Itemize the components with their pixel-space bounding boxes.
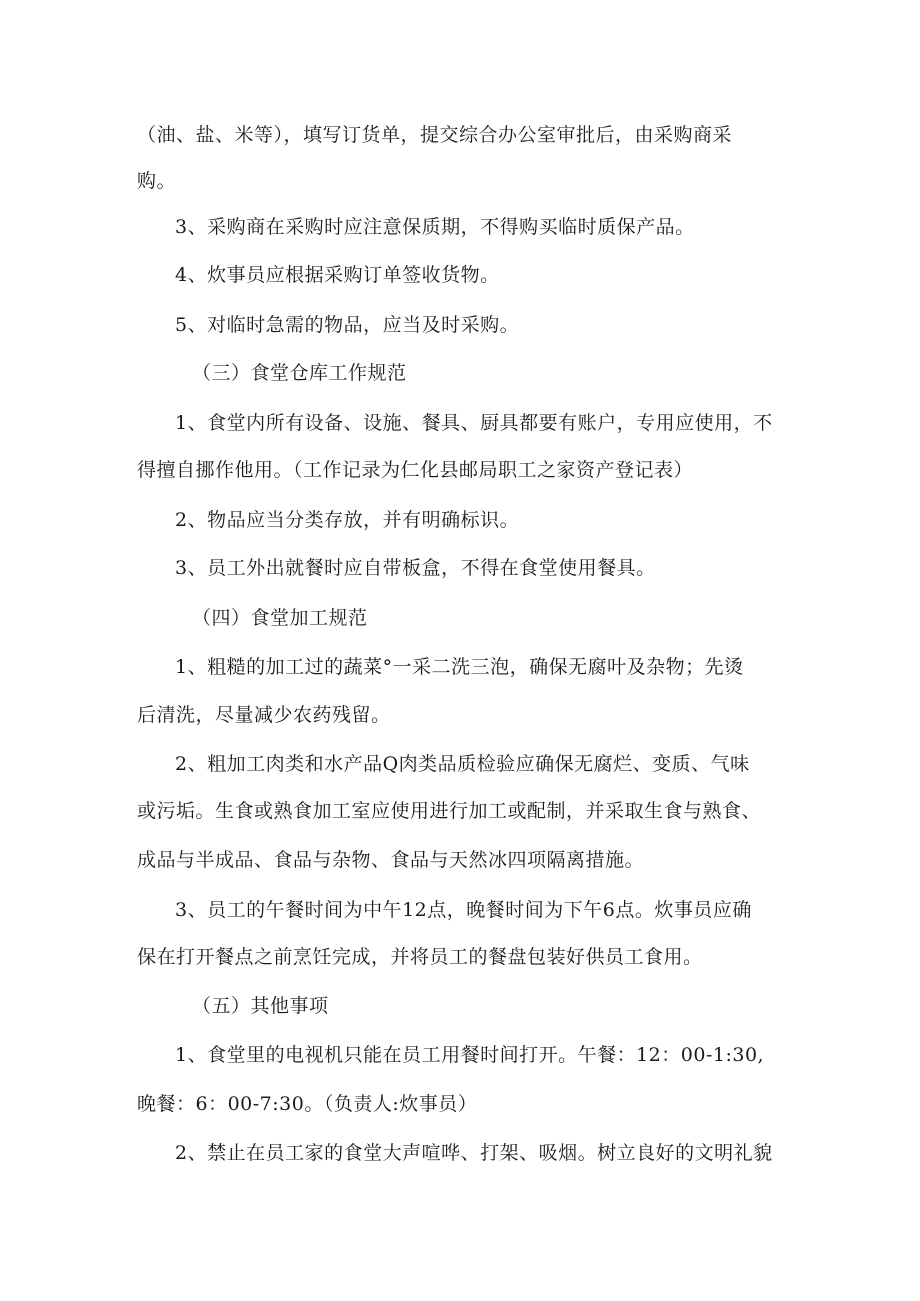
text-line: 2、物品应当分类存放，并有明确标识。 xyxy=(175,509,520,531)
text-line: 2、粗加工肉类和水产品Q肉类品质检验应确保无腐烂、变质、气味 xyxy=(175,753,750,775)
text-line: 保在打开餐点之前烹饪完成，并将员工的餐盘包装好供员工食用。 xyxy=(137,946,703,968)
text-line: 3、员工外出就餐时应自带板盒，不得在食堂使用餐具。 xyxy=(175,557,656,579)
text-line: 2、禁止在员工家的食堂大声喧哗、打架、吸烟。树立良好的文明礼貌 xyxy=(175,1142,773,1164)
text-line: 1、食堂里的电视机只能在员工用餐时间打开。午餐：12：00-1:30, xyxy=(175,1044,765,1066)
text-line: 或污垢。生食或熟食加工室应使用进行加工或配制，并采取生食与熟食、 xyxy=(137,800,762,822)
text-line: 4、炊事员应根据采购订单签收货物。 xyxy=(175,264,500,286)
text-line: 1、粗糙的加工过的蔬菜°一采二洗三泡，确保无腐叶及杂物；先烫 xyxy=(175,656,744,678)
text-line: 后清洗，尽量减少农药残留。 xyxy=(137,704,391,726)
text-line: 成品与半成品、食品与杂物、食品与天然冰四项隔离措施。 xyxy=(137,849,645,871)
text-line: 购。 xyxy=(137,170,177,192)
text-line: 3、采购商在采购时应注意保质期，不得购买临时质保产品。 xyxy=(175,216,695,238)
section-heading: （四）食堂加工规范 xyxy=(192,607,368,629)
text-line: 3、员工的午餐时间为中午12点，晚餐时间为下午6点。炊事员应确 xyxy=(175,899,752,921)
text-line: 1、食堂内所有设备、设施、餐具、厨具都要有账户，专用应使用，不 xyxy=(175,412,773,434)
section-heading: （五）其他事项 xyxy=(192,995,329,1017)
text-line: 晚餐：6：00-7:30。（负责人:炊事员） xyxy=(137,1093,478,1115)
text-line: 5、对临时急需的物品，应当及时采购。 xyxy=(175,314,520,336)
section-heading: （三）食堂仓库工作规范 xyxy=(192,362,407,384)
text-line: 得擅自挪作他用。（工作记录为仁化县邮局职工之家资产登记表） xyxy=(137,459,694,481)
text-line: （油、盐、米等），填写订货单，提交综合办公室审批后，由采购商采 xyxy=(137,124,733,146)
